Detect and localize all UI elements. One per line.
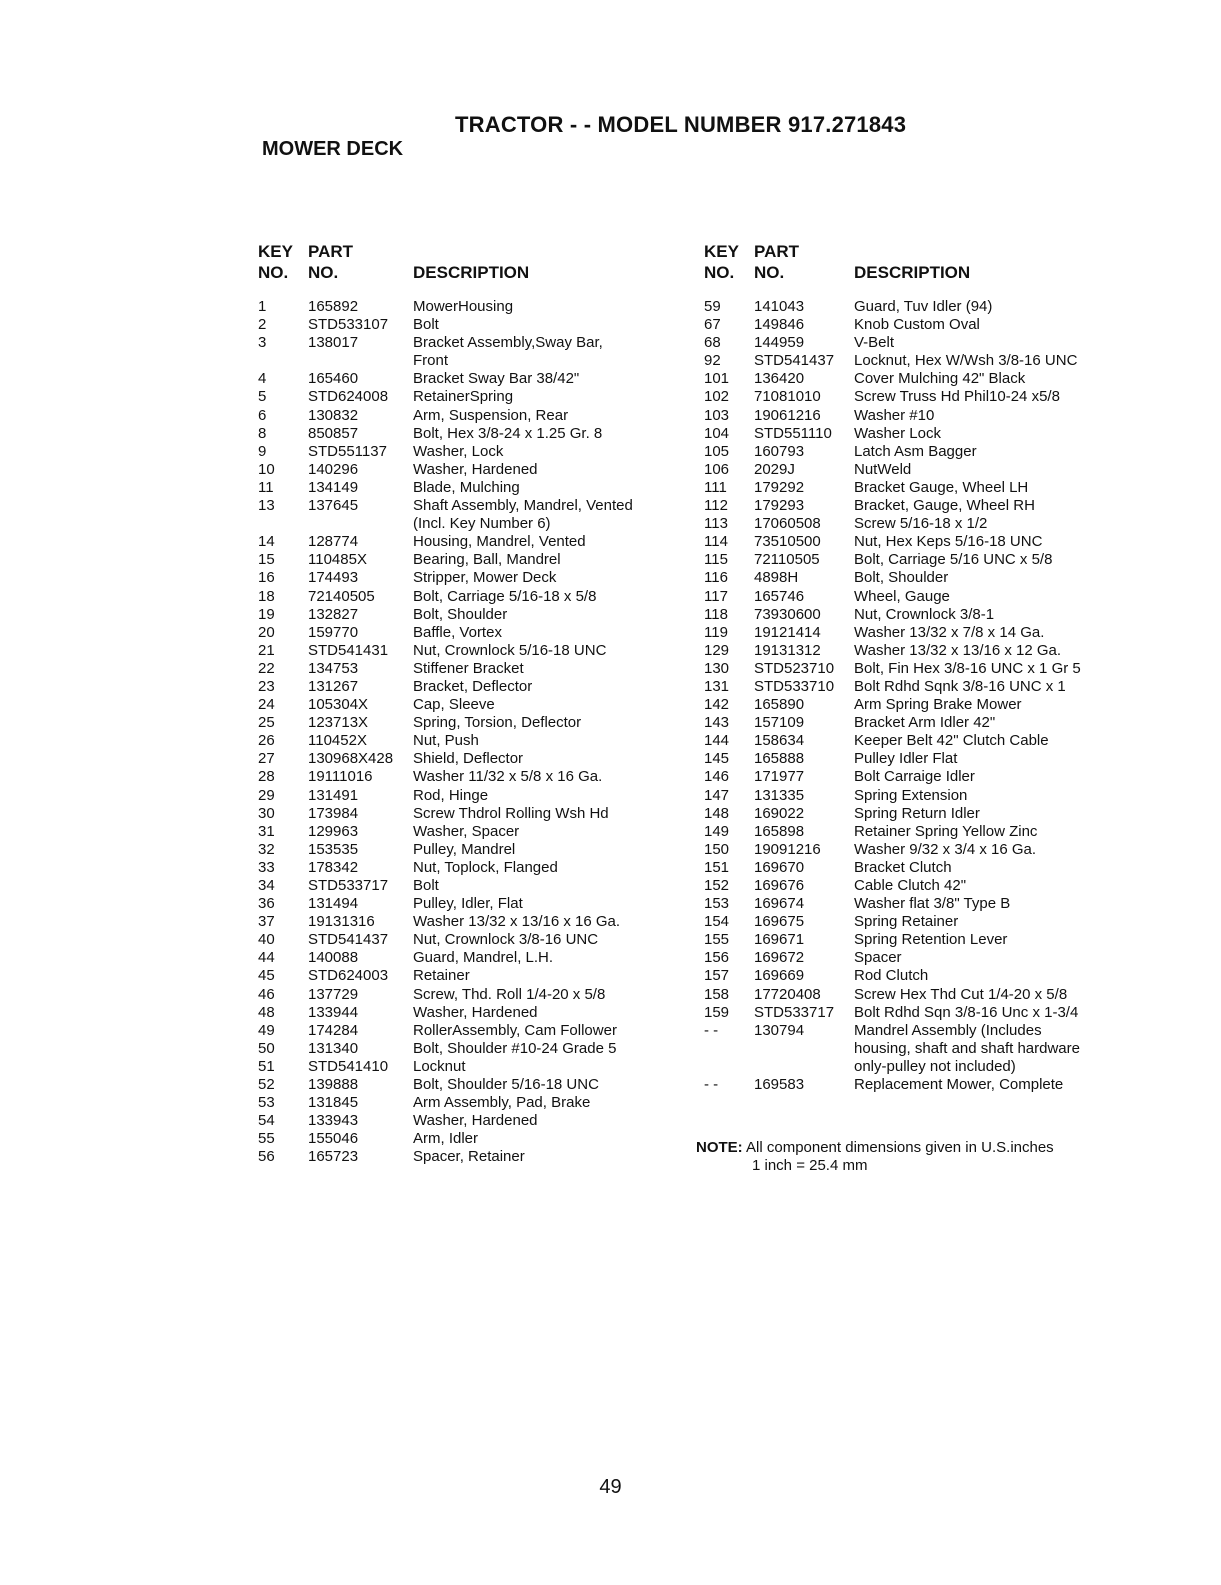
part-number: 72110505 <box>754 551 820 569</box>
part-number: 132827 <box>308 605 359 623</box>
description: Washer, Hardened <box>413 1003 538 1021</box>
key-number: 52 <box>258 1076 275 1094</box>
part-number: 160793 <box>754 442 805 460</box>
part-number: 137645 <box>308 497 359 515</box>
description: Spring Retention Lever <box>854 931 1008 949</box>
description: Retainer Spring Yellow Zinc <box>854 822 1038 840</box>
key-number: - - <box>704 1076 719 1094</box>
description: Bolt <box>413 316 439 334</box>
description: Blade, Mulching <box>413 478 520 496</box>
part-number: 130832 <box>308 406 359 424</box>
description: Latch Asm Bagger <box>854 442 977 460</box>
key-number: 34 <box>258 877 275 894</box>
part-number: 105304X <box>308 696 369 714</box>
key-number: 151 <box>704 858 730 876</box>
part-number: 169583 <box>754 1076 805 1094</box>
description: Retainer <box>413 967 470 985</box>
key-header-line2: NO. <box>704 263 735 282</box>
note-line2: 1 inch = 25.4 mm <box>752 1157 868 1174</box>
key-number: 14 <box>258 533 275 551</box>
description: Nut, Crownlock 3/8-16 UNC <box>413 931 599 949</box>
part-number: 19091216 <box>754 840 821 858</box>
part-number: STD541437 <box>754 352 835 370</box>
description: Spring Extension <box>854 786 968 804</box>
part-number: 140088 <box>308 949 359 967</box>
part-number: 850857 <box>308 424 359 442</box>
key-number: 153 <box>704 895 730 913</box>
key-header-line1: KEY <box>258 242 293 261</box>
part-number: 169670 <box>754 858 805 876</box>
description: Washer 13/32 x 13/16 x 12 Ga. <box>854 641 1062 659</box>
part-number: 19111016 <box>308 768 373 786</box>
key-number: 129 <box>704 641 730 659</box>
key-number: 155 <box>704 931 730 949</box>
part-number: 17060508 <box>754 515 821 533</box>
description-header: DESCRIPTION <box>854 263 971 282</box>
key-number: 49 <box>258 1021 275 1039</box>
description: Bolt, Shoulder <box>854 569 949 587</box>
description: Shaft Assembly, Mandrel, Vented <box>413 497 633 515</box>
description: Replacement Mower, Complete <box>854 1076 1064 1094</box>
key-number: 4 <box>258 370 267 388</box>
key-number: 8 <box>258 424 267 442</box>
page-title: TRACTOR - - MODEL NUMBER 917.271843 <box>455 112 907 137</box>
description: Spacer, Retainer <box>413 1148 525 1166</box>
key-number: 147 <box>704 786 730 804</box>
part-number: 144959 <box>754 334 805 352</box>
key-number: 59 <box>704 298 721 315</box>
key-number: 5 <box>258 388 267 406</box>
description: housing, shaft and shaft hardware <box>854 1039 1080 1057</box>
key-number: 130 <box>704 659 730 677</box>
description: Rod Clutch <box>854 967 929 985</box>
key-number: 105 <box>704 442 730 460</box>
key-number: 20 <box>258 623 275 641</box>
key-number: 119 <box>704 623 728 641</box>
part-number: 131267 <box>308 677 359 695</box>
key-number: 154 <box>704 913 730 931</box>
key-number: 113 <box>704 515 728 533</box>
part-number: 169676 <box>754 877 805 894</box>
part-number: 140296 <box>308 460 359 478</box>
key-number: 46 <box>258 985 275 1003</box>
description: Shield, Deflector <box>413 750 524 768</box>
key-number: 27 <box>258 750 275 768</box>
description: Nut, Hex Keps 5/16-18 UNC <box>854 533 1043 551</box>
key-number: 13 <box>258 497 275 515</box>
description: Baffle, Vortex <box>413 623 502 641</box>
key-number: 103 <box>704 406 730 424</box>
part-number: 133943 <box>308 1112 359 1130</box>
description: Housing, Mandrel, Vented <box>413 533 586 551</box>
description: Washer, Lock <box>413 442 504 460</box>
description: Cap, Sleeve <box>413 696 495 714</box>
description: Pulley, Mandrel <box>413 840 516 858</box>
key-number: 152 <box>704 877 730 894</box>
description: Cover Mulching 42" Black <box>854 370 1026 388</box>
key-number: 28 <box>258 768 275 786</box>
part-header-line2: NO. <box>308 263 339 282</box>
part-number: 130794 <box>754 1021 805 1039</box>
description: Washer 11/32 x 5/8 x 16 Ga. <box>413 768 603 786</box>
description: Bracket, Gauge, Wheel RH <box>854 497 1035 515</box>
key-number: 36 <box>258 895 275 913</box>
key-number: 44 <box>258 949 275 967</box>
description: Stripper, Mower Deck <box>413 569 557 587</box>
key-number: 54 <box>258 1112 275 1130</box>
key-number: 142 <box>704 696 730 714</box>
key-number: 15 <box>258 551 275 569</box>
key-number: 9 <box>258 442 267 460</box>
part-number: 169022 <box>754 804 805 822</box>
part-number: 131491 <box>308 786 359 804</box>
description: Washer #10 <box>854 406 935 424</box>
key-number: 48 <box>258 1003 275 1021</box>
key-number: 145 <box>704 750 730 768</box>
description: Keeper Belt 42" Clutch Cable <box>854 732 1049 750</box>
description: Spring Return Idler <box>854 804 980 822</box>
part-number: 165460 <box>308 370 359 388</box>
description: Arm, Idler <box>413 1130 479 1148</box>
part-number: 149846 <box>754 316 805 334</box>
description-header: DESCRIPTION <box>413 263 530 282</box>
description: Bolt Carraige Idler <box>854 768 975 786</box>
key-number: 149 <box>704 822 730 840</box>
part-number: 19131312 <box>754 641 821 659</box>
part-number: 141043 <box>754 298 805 315</box>
key-number: 32 <box>258 840 275 858</box>
key-number: 143 <box>704 714 730 732</box>
description: Bolt, Fin Hex 3/8-16 UNC x 1 Gr 5 <box>854 659 1081 677</box>
part-number: 73510500 <box>754 533 821 551</box>
part-number: STD551137 <box>308 442 387 460</box>
part-number: 71081010 <box>754 388 821 406</box>
part-number: 129963 <box>308 822 359 840</box>
part-number: 73930600 <box>754 605 821 623</box>
key-number: 16 <box>258 569 275 587</box>
part-number: 158634 <box>754 732 805 750</box>
description: Spacer <box>854 949 902 967</box>
part-number: STD541410 <box>308 1057 389 1075</box>
description: Washer, Spacer <box>413 822 520 840</box>
description: Bolt, Carriage 5/16 UNC x 5/8 <box>854 551 1053 569</box>
note-line1: All component dimensions given in U.S.inches <box>746 1139 1054 1156</box>
part-number: 169674 <box>754 895 805 913</box>
key-number: 114 <box>704 533 728 551</box>
description: Arm Assembly, Pad, Brake <box>413 1094 591 1112</box>
key-number: 3 <box>258 334 267 352</box>
description: Bolt, Hex 3/8-24 x 1.25 Gr. 8 <box>413 424 603 442</box>
description: Wheel, Gauge <box>854 587 950 605</box>
part-number: 134149 <box>308 478 359 496</box>
description: only-pulley not included) <box>854 1057 1016 1075</box>
part-number: 110452X <box>308 732 367 750</box>
key-number: 40 <box>258 931 275 949</box>
part-number: 134753 <box>308 659 359 677</box>
description: Screw Hex Thd Cut 1/4-20 x 5/8 <box>854 985 1068 1003</box>
description: Arm, Suspension, Rear <box>413 406 569 424</box>
part-number: 137729 <box>308 985 359 1003</box>
description: Screw Truss Hd Phil10-24 x5/8 <box>854 388 1060 406</box>
part-number: STD551110 <box>754 424 832 442</box>
part-number: 4898H <box>754 569 799 587</box>
part-number: 173984 <box>308 804 359 822</box>
description: Bolt <box>413 877 439 894</box>
part-number: 138017 <box>308 334 359 352</box>
part-number: 174284 <box>308 1021 359 1039</box>
description: Washer Lock <box>854 424 941 442</box>
description: Front <box>413 352 449 370</box>
description: Bracket Clutch <box>854 858 952 876</box>
key-number: 37 <box>258 913 275 931</box>
note-label: NOTE: <box>696 1139 743 1156</box>
key-number: 150 <box>704 840 730 858</box>
description: Spring, Torsion, Deflector <box>413 714 582 732</box>
description: Nut, Push <box>413 732 479 750</box>
part-number: 139888 <box>308 1076 359 1094</box>
page-number: 49 <box>599 1476 622 1498</box>
description: Bracket Sway Bar 38/42" <box>413 370 580 388</box>
key-number: 116 <box>704 569 728 587</box>
section-title: MOWER DECK <box>262 138 404 160</box>
key-number: 131 <box>704 677 730 695</box>
key-number: 1 <box>258 298 267 315</box>
key-number: 26 <box>258 732 275 750</box>
description: Guard, Tuv Idler (94) <box>854 298 993 315</box>
key-number: 101 <box>704 370 730 388</box>
key-number: 2 <box>258 316 267 334</box>
description: Washer 9/32 x 3/4 x 16 Ga. <box>854 840 1037 858</box>
part-number: 165723 <box>308 1148 359 1166</box>
part-number: STD624003 <box>308 967 389 985</box>
key-number: 146 <box>704 768 730 786</box>
description: Screw Thdrol Rolling Wsh Hd <box>413 804 609 822</box>
part-number: 165746 <box>754 587 805 605</box>
description: Bolt, Shoulder #10-24 Grade 5 <box>413 1039 617 1057</box>
part-number: 19121414 <box>754 623 821 641</box>
key-number: 144 <box>704 732 730 750</box>
part-header-line1: PART <box>754 242 800 261</box>
key-number: 51 <box>258 1057 275 1075</box>
key-number: 117 <box>704 587 728 605</box>
description: Nut, Crownlock 3/8-1 <box>854 605 995 623</box>
part-number: 131845 <box>308 1094 359 1112</box>
part-number: 72140505 <box>308 587 375 605</box>
description: Bracket, Deflector <box>413 677 533 695</box>
description: Locknut, Hex W/Wsh 3/8-16 UNC <box>854 352 1078 370</box>
part-number: 165898 <box>754 822 805 840</box>
description: Spring Retainer <box>854 913 959 931</box>
part-number: STD533710 <box>754 677 835 695</box>
part-number: 153535 <box>308 840 359 858</box>
description: Guard, Mandrel, L.H. <box>413 949 554 967</box>
part-number: 131335 <box>754 786 805 804</box>
description: Washer, Hardened <box>413 460 538 478</box>
description: Knob Custom Oval <box>854 316 980 334</box>
description: RetainerSpring <box>413 388 514 406</box>
key-number: 67 <box>704 316 721 334</box>
description: Pulley, Idler, Flat <box>413 895 523 913</box>
description: Bracket Arm Idler 42" <box>854 714 996 732</box>
key-number: 30 <box>258 804 275 822</box>
description: Washer flat 3/8" Type B <box>854 895 1011 913</box>
key-number: 23 <box>258 677 275 695</box>
part-number: STD624008 <box>308 388 389 406</box>
part-number: STD533107 <box>308 316 389 334</box>
key-number: 157 <box>704 967 730 985</box>
part-number: 133944 <box>308 1003 359 1021</box>
part-number: STD523710 <box>754 659 835 677</box>
part-number: STD533717 <box>308 877 389 894</box>
description: Pulley Idler Flat <box>854 750 958 768</box>
description: Bracket Gauge, Wheel LH <box>854 478 1029 496</box>
key-number: 118 <box>704 605 728 623</box>
description: Stiffener Bracket <box>413 659 524 677</box>
key-number: 112 <box>704 497 728 515</box>
part-number: 19131316 <box>308 913 375 931</box>
part-number: 169669 <box>754 967 805 985</box>
key-number: 158 <box>704 985 730 1003</box>
key-number: 115 <box>704 551 728 569</box>
description: MowerHousing <box>413 298 514 315</box>
key-number: 29 <box>258 786 275 804</box>
key-number: 106 <box>704 460 730 478</box>
part-number: 178342 <box>308 858 359 876</box>
part-header-line2: NO. <box>754 263 785 282</box>
key-number: 148 <box>704 804 730 822</box>
key-number: - - <box>704 1021 719 1039</box>
description: V-Belt <box>854 334 895 352</box>
description: Screw, Thd. Roll 1/4-20 x 5/8 <box>413 985 606 1003</box>
part-number: 169675 <box>754 913 805 931</box>
description: Mandrel Assembly (Includes <box>854 1021 1042 1039</box>
description: Nut, Toplock, Flanged <box>413 858 558 876</box>
key-number: 22 <box>258 659 275 677</box>
key-number: 111 <box>704 478 727 496</box>
part-number: 131340 <box>308 1039 359 1057</box>
part-number: STD541431 <box>308 641 389 659</box>
description: Washer 13/32 x 7/8 x 14 Ga. <box>854 623 1045 641</box>
key-number: 50 <box>258 1039 275 1057</box>
key-number: 33 <box>258 858 275 876</box>
key-number: 55 <box>258 1130 275 1148</box>
description: Locknut <box>413 1057 466 1075</box>
description: NutWeld <box>854 460 912 478</box>
part-number: 165890 <box>754 696 805 714</box>
part-number: 19061216 <box>754 406 821 424</box>
part-number: 2029J <box>754 460 795 478</box>
description: Bolt, Shoulder 5/16-18 UNC <box>413 1076 599 1094</box>
key-number: 24 <box>258 696 275 714</box>
part-number: 17720408 <box>754 985 821 1003</box>
key-number: 19 <box>258 605 275 623</box>
part-number: 131494 <box>308 895 359 913</box>
part-number: 157109 <box>754 714 805 732</box>
key-number: 159 <box>704 1003 730 1021</box>
description: Bearing, Ball, Mandrel <box>413 551 561 569</box>
part-number: 171977 <box>754 768 805 786</box>
part-number: 169671 <box>754 931 805 949</box>
key-number: 18 <box>258 587 275 605</box>
key-number: 45 <box>258 967 275 985</box>
key-number: 10 <box>258 460 275 478</box>
description: Washer, Hardened <box>413 1112 538 1130</box>
description: Washer 13/32 x 13/16 x 16 Ga. <box>413 913 621 931</box>
part-number: 155046 <box>308 1130 359 1148</box>
part-number: STD533717 <box>754 1003 835 1021</box>
part-number: 174493 <box>308 569 359 587</box>
key-number: 21 <box>258 641 275 659</box>
part-number: 169672 <box>754 949 805 967</box>
description: Arm Spring Brake Mower <box>854 696 1022 714</box>
description: Screw 5/16-18 x 1/2 <box>854 515 988 533</box>
key-number: 6 <box>258 406 267 424</box>
part-number: 130968X428 <box>308 750 394 768</box>
description: Bolt Rdhd Sqnk 3/8-16 UNC x 1 <box>854 677 1066 695</box>
description: (Incl. Key Number 6) <box>413 515 551 533</box>
part-number: 128774 <box>308 533 359 551</box>
part-number: 165888 <box>754 750 805 768</box>
description: RollerAssembly, Cam Follower <box>413 1021 617 1039</box>
key-number: 11 <box>258 478 274 496</box>
key-number: 102 <box>704 388 730 406</box>
key-number: 156 <box>704 949 730 967</box>
description: Cable Clutch 42" <box>854 877 967 894</box>
description: Bracket Assembly,Sway Bar, <box>413 334 603 352</box>
part-number: 159770 <box>308 623 359 641</box>
key-number: 104 <box>704 424 730 442</box>
part-number: STD541437 <box>308 931 389 949</box>
part-number: 179293 <box>754 497 805 515</box>
part-number: 165892 <box>308 298 359 315</box>
description: Bolt, Carriage 5/16-18 x 5/8 <box>413 587 597 605</box>
key-header-line1: KEY <box>704 242 739 261</box>
key-header-line2: NO. <box>258 263 289 282</box>
part-number: 123713X <box>308 714 369 732</box>
key-number: 25 <box>258 714 275 732</box>
key-number: 53 <box>258 1094 275 1112</box>
description: Bolt Rdhd Sqn 3/8-16 Unc x 1-3/4 <box>854 1003 1079 1021</box>
note-block <box>696 1139 1054 1175</box>
part-number: 110485X <box>308 551 367 569</box>
key-number: 92 <box>704 352 721 370</box>
part-number: 136420 <box>754 370 805 388</box>
part-header-line1: PART <box>308 242 354 261</box>
key-number: 56 <box>258 1148 275 1166</box>
description: Nut, Crownlock 5/16-18 UNC <box>413 641 607 659</box>
key-number: 68 <box>704 334 721 352</box>
description: Bolt, Shoulder <box>413 605 508 623</box>
key-number: 31 <box>258 822 275 840</box>
description: Rod, Hinge <box>413 786 489 804</box>
part-number: 179292 <box>754 478 805 496</box>
